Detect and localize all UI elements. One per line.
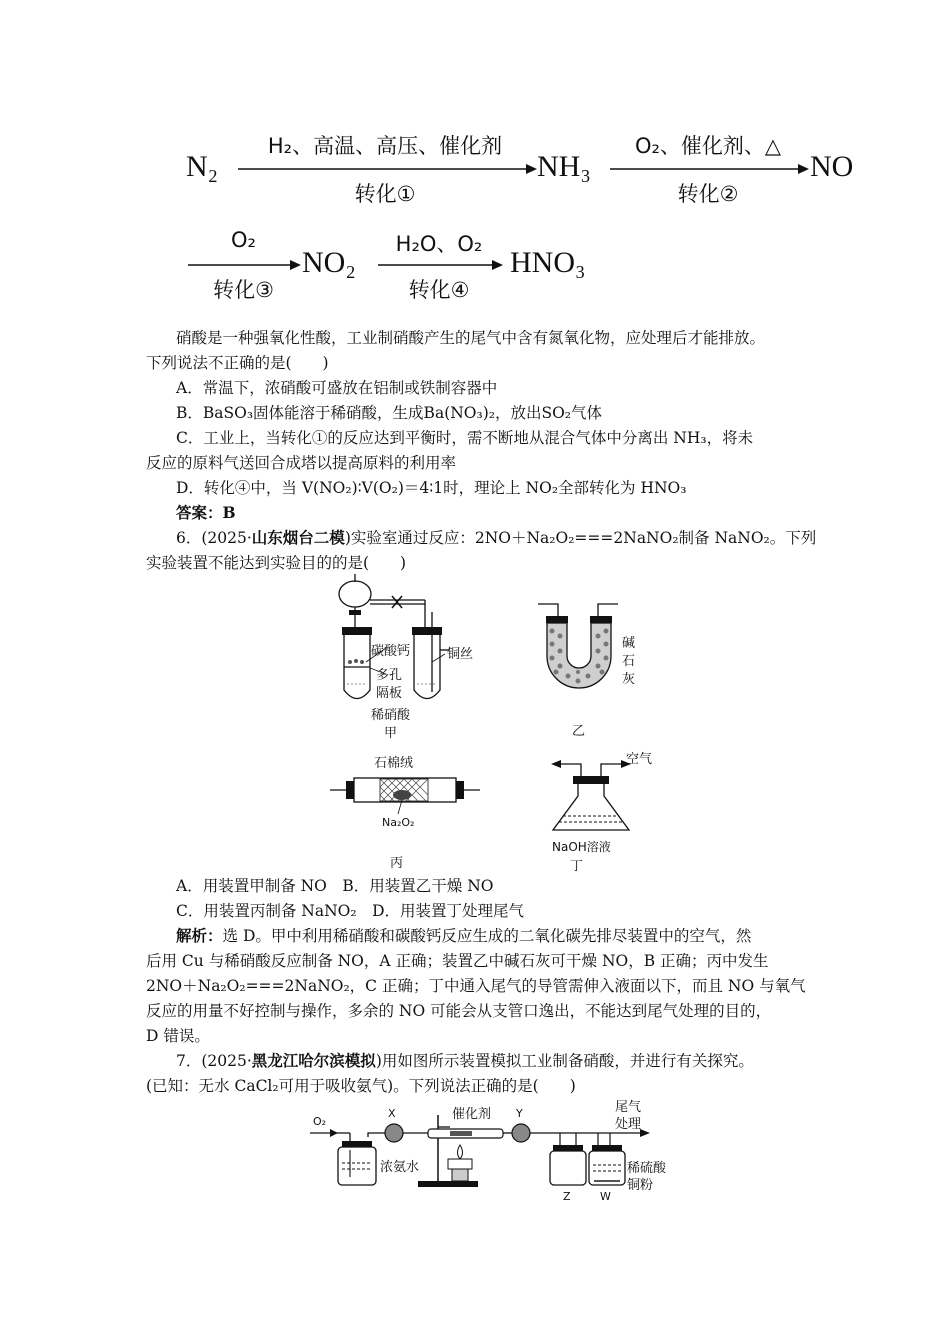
q5-option-a: A．常温下，浓硝酸可盛放在铝制或铁制容器中 (176, 379, 498, 397)
q6-stem-line2: 实验装置不能达到实验目的的是( ) (146, 554, 407, 572)
ding-caption: 丁 (570, 859, 584, 874)
arrow2-label: 转化② (677, 182, 739, 206)
apparatus-yi (530, 596, 630, 706)
arrow1-icon (238, 162, 538, 176)
q7-label-acid: 稀硫酸 (627, 1161, 667, 1176)
q7-label-ammonia: 浓氨水 (380, 1160, 420, 1175)
no2-formula: NO₂ (302, 246, 356, 279)
q7-label-o2: O₂ (313, 1115, 327, 1128)
q5-option-d: D．转化④中，当 V(NO₂)∶V(O₂)＝4∶1时，理论上 NO₂全部转化为 HNO₃ (176, 479, 687, 497)
hno3-formula: HNO₃ (510, 246, 586, 279)
yi-label-lime1: 碱 (622, 636, 636, 651)
q5-option-c-line1: C．工业上，当转化①的反应达到平衡时，需不断地从混合气体中分离出 NH₃，将未 (176, 429, 754, 447)
bing-label-wool: 石棉绒 (374, 756, 414, 771)
q7-stem-rest: )用如图所示装置模拟工业制备硝酸，并进行有关探究。 (375, 1052, 754, 1070)
q7-number: 7．(2025· (176, 1052, 252, 1070)
jia-caption: 甲 (384, 726, 398, 741)
arrow2-conditions: O₂、催化剂、△ (634, 134, 782, 158)
q5-option-b: B．BaSO₃固体能溶于稀硝酸，生成Ba(NO₃)₂，放出SO₂气体 (176, 404, 603, 422)
q7-label-tail1: 尾气 (615, 1100, 642, 1115)
nh3-formula: NH₃ (537, 150, 591, 183)
ding-label-naoh: NaOH溶液 (552, 840, 611, 854)
q6-analysis-line3: 2NO＋Na₂O₂===2NaNO₂，C 正确；丁中通入尾气的导管需伸入液面以下，而且 NO 与氧气 (146, 977, 806, 995)
yi-label-lime2: 石 (622, 654, 636, 669)
q5-option-c-line2: 反应的原料气送回合成塔以提高原料的利用率 (146, 454, 457, 472)
yi-caption: 乙 (572, 724, 586, 739)
q7-label-cu: 铜粉 (627, 1178, 654, 1193)
n2-formula: N₂ (186, 150, 219, 183)
arrow4-label: 转化④ (408, 278, 470, 302)
q7-source: 黑龙江哈尔滨模拟 (251, 1051, 376, 1070)
q6-number: 6．(2025· (176, 529, 252, 547)
yi-label-lime3: 灰 (622, 672, 636, 687)
apparatus-bing (330, 770, 480, 815)
arrow3-conditions: O₂ (231, 228, 256, 252)
q6-analysis-line1 (176, 925, 751, 947)
arrow4-conditions: H₂O、O₂ (395, 232, 483, 256)
q7-stem-line1 (176, 1050, 754, 1072)
q6-options-line2: C．用装置丙制备 NaNO₂ D．用装置丁处理尾气 (176, 902, 525, 920)
arrow4-icon (378, 258, 506, 272)
arrow1-conditions: H₂、高温、高压、催化剂 (267, 134, 503, 158)
no-formula: NO (810, 150, 854, 183)
q5-stem-line2: 下列说法不正确的是( ) (146, 354, 329, 372)
jia-label-cu: 铜丝 (447, 647, 474, 662)
bing-label-na2o2: Na₂O₂ (382, 816, 415, 829)
q6-options-line1: A．用装置甲制备 NO B．用装置乙干燥 NO (176, 877, 494, 895)
q7-label-x: X (388, 1107, 396, 1120)
q7-label-catalyst: 催化剂 (452, 1107, 492, 1122)
q5-stem-line1: 硝酸是一种强氧化性酸，工业制硝酸产生的尾气中含有氮氧化物，应处理后才能排放。 (176, 329, 766, 347)
arrow3-label: 转化③ (213, 278, 274, 302)
q6-source: 山东烟台二模 (251, 528, 345, 547)
q7-label-tail2: 处理 (615, 1117, 642, 1132)
q6-analysis-label: 解析： (176, 926, 223, 945)
jia-label-plate-line1: 多孔 (376, 668, 403, 683)
q7-stem-line2: (已知：无水 CaCl₂可用于吸收氨气)。下列说法正确的是( ) (146, 1077, 576, 1095)
q6-analysis-text1: 选 D。甲中利用稀硝酸和碳酸钙反应生成的二氧化碳先排尽装置中的空气，然 (222, 927, 752, 945)
q7-label-z: Z (563, 1190, 571, 1203)
bing-caption: 丙 (390, 856, 404, 871)
q6-stem-rest: )实验室通过反应：2NO＋Na₂O₂===2NaNO₂制备 NaNO₂。下列 (344, 529, 817, 547)
arrow2-icon (610, 162, 810, 176)
q6-analysis-line5: D 错误。 (146, 1027, 210, 1045)
q6-analysis-line2: 后用 Cu 与稀硝酸反应制备 NO，A 正确；装置乙中碱石灰可干燥 NO，B 正确；丙中发生 (146, 952, 769, 970)
q7-label-w: W (600, 1190, 611, 1203)
q5-answer: 答案：B (176, 503, 236, 522)
arrow3-icon (188, 258, 303, 272)
q6-analysis-line4: 反应的用量不好控制与操作，多余的 NO 可能会从支管口逸出，不能达到尾气处理的目的， (146, 1002, 772, 1020)
q7-label-y: Y (516, 1107, 523, 1120)
jia-label-plate-line2: 隔板 (376, 686, 403, 701)
q6-stem-line1 (176, 527, 816, 549)
ding-label-air: 空气 (626, 752, 653, 767)
jia-label-acid: 稀硝酸 (371, 708, 411, 723)
jia-label-caco3: 碳酸钙 (371, 644, 411, 659)
arrow1-label: 转化① (354, 182, 416, 206)
